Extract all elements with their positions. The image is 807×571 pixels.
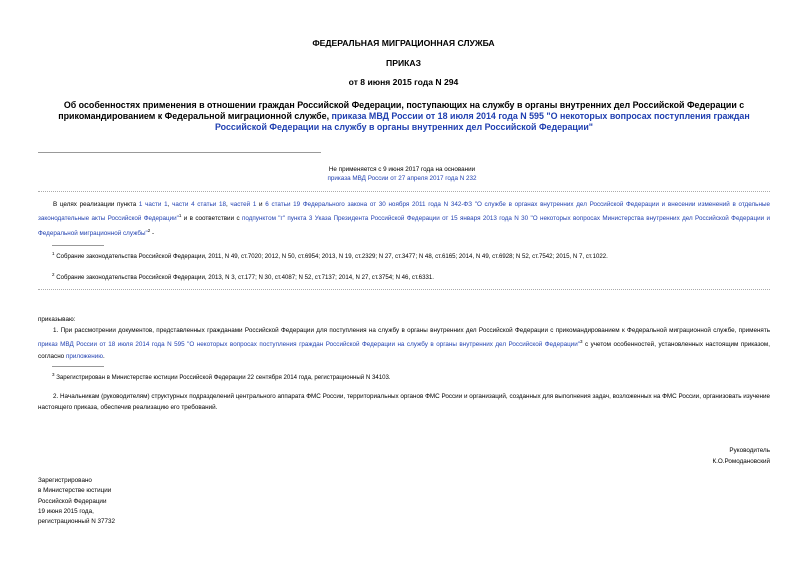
preamble-text: ,: [167, 201, 173, 208]
registration-line: в Министерстве юстиции: [38, 487, 112, 495]
order-link[interactable]: приказ МВД России от 18 июля 2014 года N 595 "О некоторых вопросах поступления граждан Российской Федерации на службу в органы внутренних дел Российской Федерации": [38, 341, 580, 349]
title-text: Об особенностях применения в отношении граждан Российской Федерации, поступающих на службу в органы внутренних дел Российской Федерации с прикомандированием к Федеральной миграционной службе,: [58, 100, 745, 122]
preamble-link[interactable]: подпунктом "г" пункта 3 Указа Президента Российской Федерации от 15 января 2013 года N 30 "О некоторых вопросах Министерства внутренних дел Российской Федерации и Федеральной миграционной службы": [38, 215, 770, 237]
date-number-heading: от 8 июня 2015 года N 294: [348, 77, 459, 87]
footnote-text: Собрание законодательства Российской Федерации, 2011, N 49, ст.7020; 2012, N 50, ст.6954; 2013, N 19, ст.2329; N 27, ст.3477; N 48, ст.6165; 2014, N 49, ст.6928; N 52, ст.7542; 2015, N 7, ст.1022.: [56, 253, 608, 261]
footnote-text: Собрание законодательства Российской Федерации, 2013, N 3, ст.177; N 30, ст.4087; N 52, ст.7137; 2014, N 27, ст.3754; N 46, ст.6331.: [56, 274, 434, 282]
registration-line: регистрационный N 37732: [38, 518, 116, 526]
footnote-text: Зарегистрирован в Министерстве юстиции Российской Федерации 22 сентября 2014 года, регистрационный N 34103.: [56, 374, 391, 382]
footnote-divider: [52, 245, 104, 246]
footnote-divider: [52, 366, 104, 367]
status-note: [292, 165, 512, 184]
registration-line: 19 июня 2015 года,: [38, 507, 94, 515]
footnote-mark: 2: [52, 272, 55, 277]
title-link[interactable]: приказа МВД России от 18 июля 2014 года N 595 "О некоторых вопросах поступления граждан Российской Федерации на службу в органы внутренних дел Российской Федерации": [214, 111, 750, 133]
appendix-link[interactable]: приложению: [65, 352, 103, 360]
order-text: с учетом особенностей, установленных настоящим приказом, согласно: [38, 341, 770, 360]
status-note-link[interactable]: приказа МВД России от 27 апреля 2017 года N 232: [327, 175, 477, 183]
footnote-ref[interactable]: 3: [579, 339, 583, 345]
title-divider: [38, 152, 321, 153]
footnote-1: [52, 250, 608, 261]
signature-name: К.О.Ромодановский: [712, 458, 770, 465]
preamble-link[interactable]: 1 части 1: [138, 201, 168, 208]
section-divider: [38, 289, 770, 290]
registration-block: [38, 476, 115, 527]
preamble-link[interactable]: части 4 статьи 18: [172, 201, 226, 208]
footnote-ref[interactable]: 2: [147, 227, 151, 233]
doc-type-heading: ПРИКАЗ: [386, 58, 421, 68]
agency-heading: ФЕДЕРАЛЬНАЯ МИГРАЦИОННАЯ СЛУЖБА: [312, 38, 495, 48]
order-paragraph-1: [38, 325, 770, 362]
preamble-text: -: [150, 230, 155, 237]
registration-line: Российской Федерации: [38, 497, 107, 505]
preamble-text: В целях реализации пункта: [53, 201, 139, 208]
preamble-paragraph: [38, 199, 770, 239]
document-title: [58, 100, 750, 134]
order-text: .: [102, 352, 105, 360]
preamble-text: ,: [225, 201, 231, 208]
order-paragraph-2: 2. Начальникам (руководителям) структурных подразделений центрального аппарата ФМС России, территориальных органов ФМС России и организаций, созданных для выполнения задач, возложенных на ФМС России, организовать изучение настоящего приказа, обеспечив реализацию его требований.: [38, 393, 770, 412]
signature-block: [712, 445, 770, 467]
preamble-text: и в соответствии с: [181, 215, 242, 223]
section-divider: [38, 191, 770, 192]
footnote-mark: 1: [52, 251, 55, 256]
order-intro: приказываю:: [38, 316, 76, 323]
preamble-text: и: [256, 201, 266, 208]
footnote-2: [52, 271, 434, 282]
footnote-3: [52, 371, 391, 382]
signature-role: Руководитель: [729, 447, 770, 454]
registration-line: Зарегистрировано: [38, 477, 92, 484]
order-text: 1. При рассмотрении документов, представленных гражданами Российской Федерации для поступления на службу в органы внутренних дел Российской Федерации с прикомандированием к Федеральной миграционной службе, применять: [53, 327, 770, 334]
footnote-mark: 3: [52, 372, 55, 377]
preamble-link[interactable]: частей 1: [230, 201, 257, 208]
status-note-text: Не применяется с 9 июня 2017 года на основании: [328, 166, 476, 173]
footnote-ref[interactable]: 1: [178, 213, 182, 219]
preamble-link[interactable]: 6 статьи 19 Федерального закона от 30 ноября 2011 года N 342-ФЗ "О службе в органах внутренних дел Российской Федерации и внесении изменений в отдельные законодательные акты Российской Федерации": [38, 201, 770, 223]
